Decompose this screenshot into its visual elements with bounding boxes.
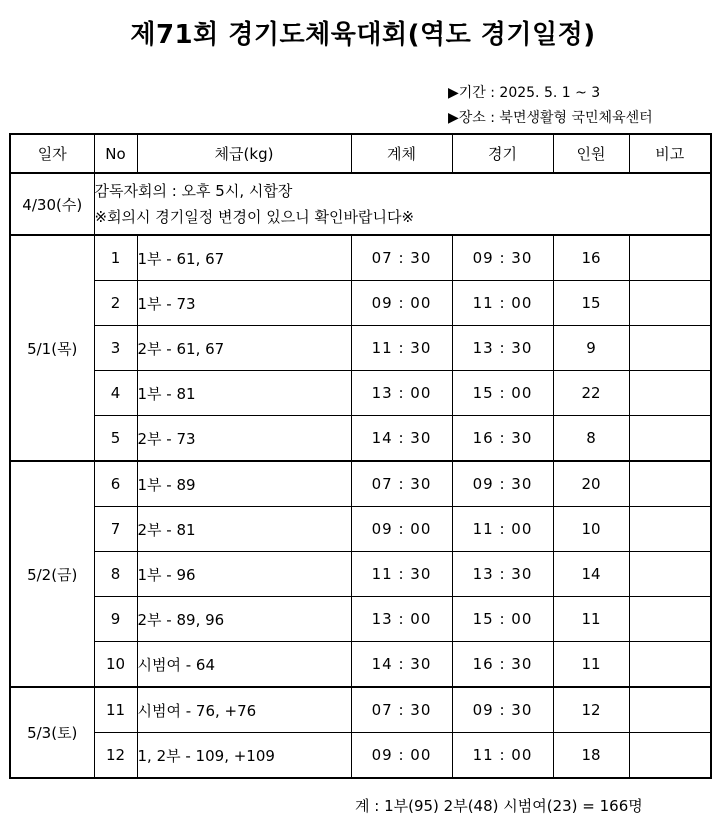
row-weigh-in: 09 : 00: [351, 733, 452, 779]
period-info: ▶기간 : 2025. 5. 1 ~ 3: [448, 85, 601, 101]
meeting-date: 4/30(수): [10, 173, 94, 235]
row-no: 3: [94, 326, 137, 371]
row-note: [629, 235, 711, 281]
row-class: 2부 - 81: [137, 507, 351, 552]
row-start: 11 : 00: [452, 733, 553, 779]
row-weigh-in: 13 : 00: [351, 371, 452, 416]
row-weigh-in: 11 : 30: [351, 552, 452, 597]
group-date: 5/2(금): [10, 461, 94, 687]
venue-info: ▶장소 : 북면생활형 국민체육센터: [448, 110, 653, 126]
row-start: 15 : 00: [452, 371, 553, 416]
row-start: 16 : 30: [452, 416, 553, 462]
row-class: 1부 - 61, 67: [137, 235, 351, 281]
row-class: 1부 - 81: [137, 371, 351, 416]
row-start: 11 : 00: [452, 507, 553, 552]
row-class: 1, 2부 - 109, +109: [137, 733, 351, 779]
row-count: 15: [553, 281, 629, 326]
header-count: 인원: [553, 134, 629, 173]
row-note: [629, 733, 711, 779]
row-class: 2부 - 73: [137, 416, 351, 462]
row-count: 20: [553, 461, 629, 507]
row-note: [629, 461, 711, 507]
row-start: 15 : 00: [452, 597, 553, 642]
row-count: 14: [553, 552, 629, 597]
table-row: [10, 235, 711, 281]
row-no: 8: [94, 552, 137, 597]
row-start: 09 : 30: [452, 461, 553, 507]
row-weigh-in: 07 : 30: [351, 687, 452, 733]
row-note: [629, 597, 711, 642]
row-class: 시범여 - 76, +76: [137, 687, 351, 733]
header-no: No: [94, 134, 137, 173]
table-row: [10, 461, 711, 507]
row-weigh-in: 11 : 30: [351, 326, 452, 371]
header-weigh-in: 계체: [351, 134, 452, 173]
row-count: 11: [553, 597, 629, 642]
row-start: 16 : 30: [452, 642, 553, 688]
row-weigh-in: 09 : 00: [351, 281, 452, 326]
row-no: 12: [94, 733, 137, 779]
table-row: [10, 552, 711, 597]
table-row: [10, 416, 711, 462]
row-no: 7: [94, 507, 137, 552]
row-start: 09 : 30: [452, 687, 553, 733]
row-start: 11 : 00: [452, 281, 553, 326]
row-start: 13 : 30: [452, 326, 553, 371]
table-row: [10, 371, 711, 416]
row-no: 9: [94, 597, 137, 642]
row-count: 12: [553, 687, 629, 733]
table-row: [10, 326, 711, 371]
row-count: 18: [553, 733, 629, 779]
meeting-line-1: 감독자회의 : 오후 5시, 시합장: [94, 182, 293, 200]
row-count: 8: [553, 416, 629, 462]
row-class: 1부 - 96: [137, 552, 351, 597]
row-count: 11: [553, 642, 629, 688]
row-start: 09 : 30: [452, 235, 553, 281]
meeting-line-2: ※회의시 경기일정 변경이 있으니 확인바랍니다※: [94, 208, 415, 226]
group-date: 5/1(목): [10, 235, 94, 461]
group-date: 5/3(토): [10, 687, 94, 778]
row-no: 2: [94, 281, 137, 326]
row-weigh-in: 13 : 00: [351, 597, 452, 642]
row-no: 4: [94, 371, 137, 416]
row-class: 1부 - 73: [137, 281, 351, 326]
row-count: 10: [553, 507, 629, 552]
row-no: 10: [94, 642, 137, 688]
table-row: [10, 733, 711, 779]
total-summary: 계 : 1부(95) 2부(48) 시범여(23) = 166명: [355, 797, 643, 815]
row-no: 1: [94, 235, 137, 281]
meeting-notice: [94, 173, 711, 235]
table-row: [10, 597, 711, 642]
table-row: [10, 642, 711, 688]
row-weigh-in: 14 : 30: [351, 416, 452, 462]
row-count: 16: [553, 235, 629, 281]
row-class: 시범여 - 64: [137, 642, 351, 688]
row-start: 13 : 30: [452, 552, 553, 597]
row-count: 22: [553, 371, 629, 416]
row-note: [629, 281, 711, 326]
row-note: [629, 416, 711, 462]
page-title: 제71회 경기도체육대회(역도 경기일정): [130, 20, 596, 50]
row-note: [629, 687, 711, 733]
row-note: [629, 507, 711, 552]
row-note: [629, 642, 711, 688]
row-note: [629, 371, 711, 416]
row-note: [629, 326, 711, 371]
meeting-row: [10, 173, 711, 235]
table-row: [10, 507, 711, 552]
row-no: 5: [94, 416, 137, 462]
row-note: [629, 552, 711, 597]
row-class: 2부 - 61, 67: [137, 326, 351, 371]
header-note: 비고: [629, 134, 711, 173]
table-header-row: [10, 134, 711, 173]
header-date: 일자: [10, 134, 94, 173]
row-no: 11: [94, 687, 137, 733]
schedule-table: [9, 133, 712, 779]
row-no: 6: [94, 461, 137, 507]
row-class: 2부 - 89, 96: [137, 597, 351, 642]
header-competition: 경기: [452, 134, 553, 173]
row-weigh-in: 09 : 00: [351, 507, 452, 552]
row-weigh-in: 07 : 30: [351, 461, 452, 507]
row-weigh-in: 14 : 30: [351, 642, 452, 688]
row-count: 9: [553, 326, 629, 371]
row-weigh-in: 07 : 30: [351, 235, 452, 281]
table-row: [10, 281, 711, 326]
row-class: 1부 - 89: [137, 461, 351, 507]
table-row: [10, 687, 711, 733]
header-weight-class: 체급(kg): [137, 134, 351, 173]
